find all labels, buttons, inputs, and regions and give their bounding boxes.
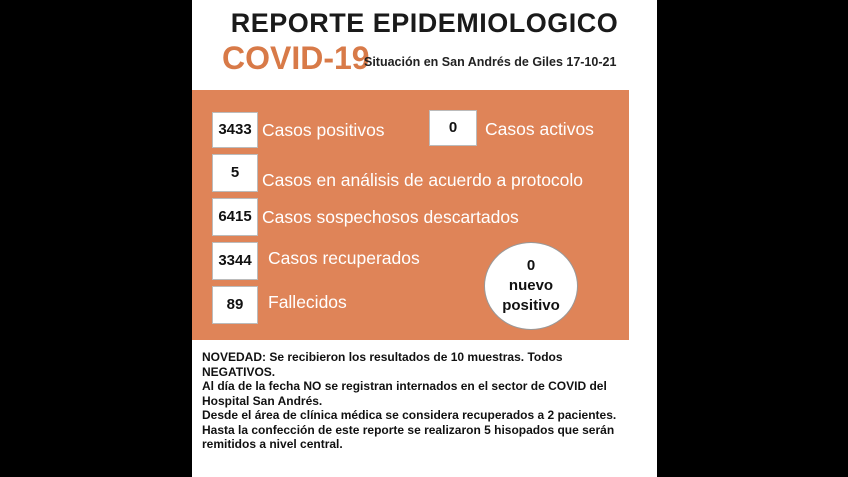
positivos-value: 3433 [212, 112, 258, 148]
activos-label: Casos activos [485, 119, 594, 139]
nuevo-line2: positivo [502, 297, 560, 314]
activos-value: 0 [429, 110, 477, 146]
fallecidos-value: 89 [212, 286, 258, 324]
note-line: NOVEDAD: Se recibieron los resultados de 10 muestras. Todos NEGATIVOS. [202, 350, 563, 379]
nuevo-positivo-badge [484, 242, 578, 330]
analisis-label: Casos en análisis de acuerdo a protocolo [262, 170, 584, 190]
nuevo-value: 0 [526, 257, 536, 274]
note-line: Al día de la fecha NO se registran internados en el sector de COVID del Hospital San Andrés. [202, 379, 607, 408]
fallecidos-label: Fallecidos [268, 292, 347, 312]
descartados-label: Casos sospechosos descartados [262, 207, 519, 227]
note-line: Desde el área de clínica médica se considera recuperados a 2 pacientes. [202, 408, 617, 422]
note-line: Hasta la confección de este reporte se realizaron 5 hisopados que serán remitidos a nivel central. [202, 422, 615, 451]
report-title: REPORTE EPIDEMIOLOGICO [230, 8, 619, 38]
positivos-label: Casos positivos [262, 120, 385, 140]
recuperados-value: 3344 [212, 242, 258, 280]
nuevo-line1: nuevo [508, 277, 554, 294]
recuperados-label: Casos recuperados [268, 248, 420, 268]
situation-text: Situación en San Andrés de Giles 17-10-21 [364, 55, 617, 69]
stats-panel [192, 90, 629, 340]
covid-heading: COVID-19 [222, 40, 370, 76]
notes-section [202, 350, 632, 452]
analisis-value: 5 [212, 154, 258, 192]
report-card [192, 0, 657, 477]
descartados-value: 6415 [212, 198, 258, 236]
